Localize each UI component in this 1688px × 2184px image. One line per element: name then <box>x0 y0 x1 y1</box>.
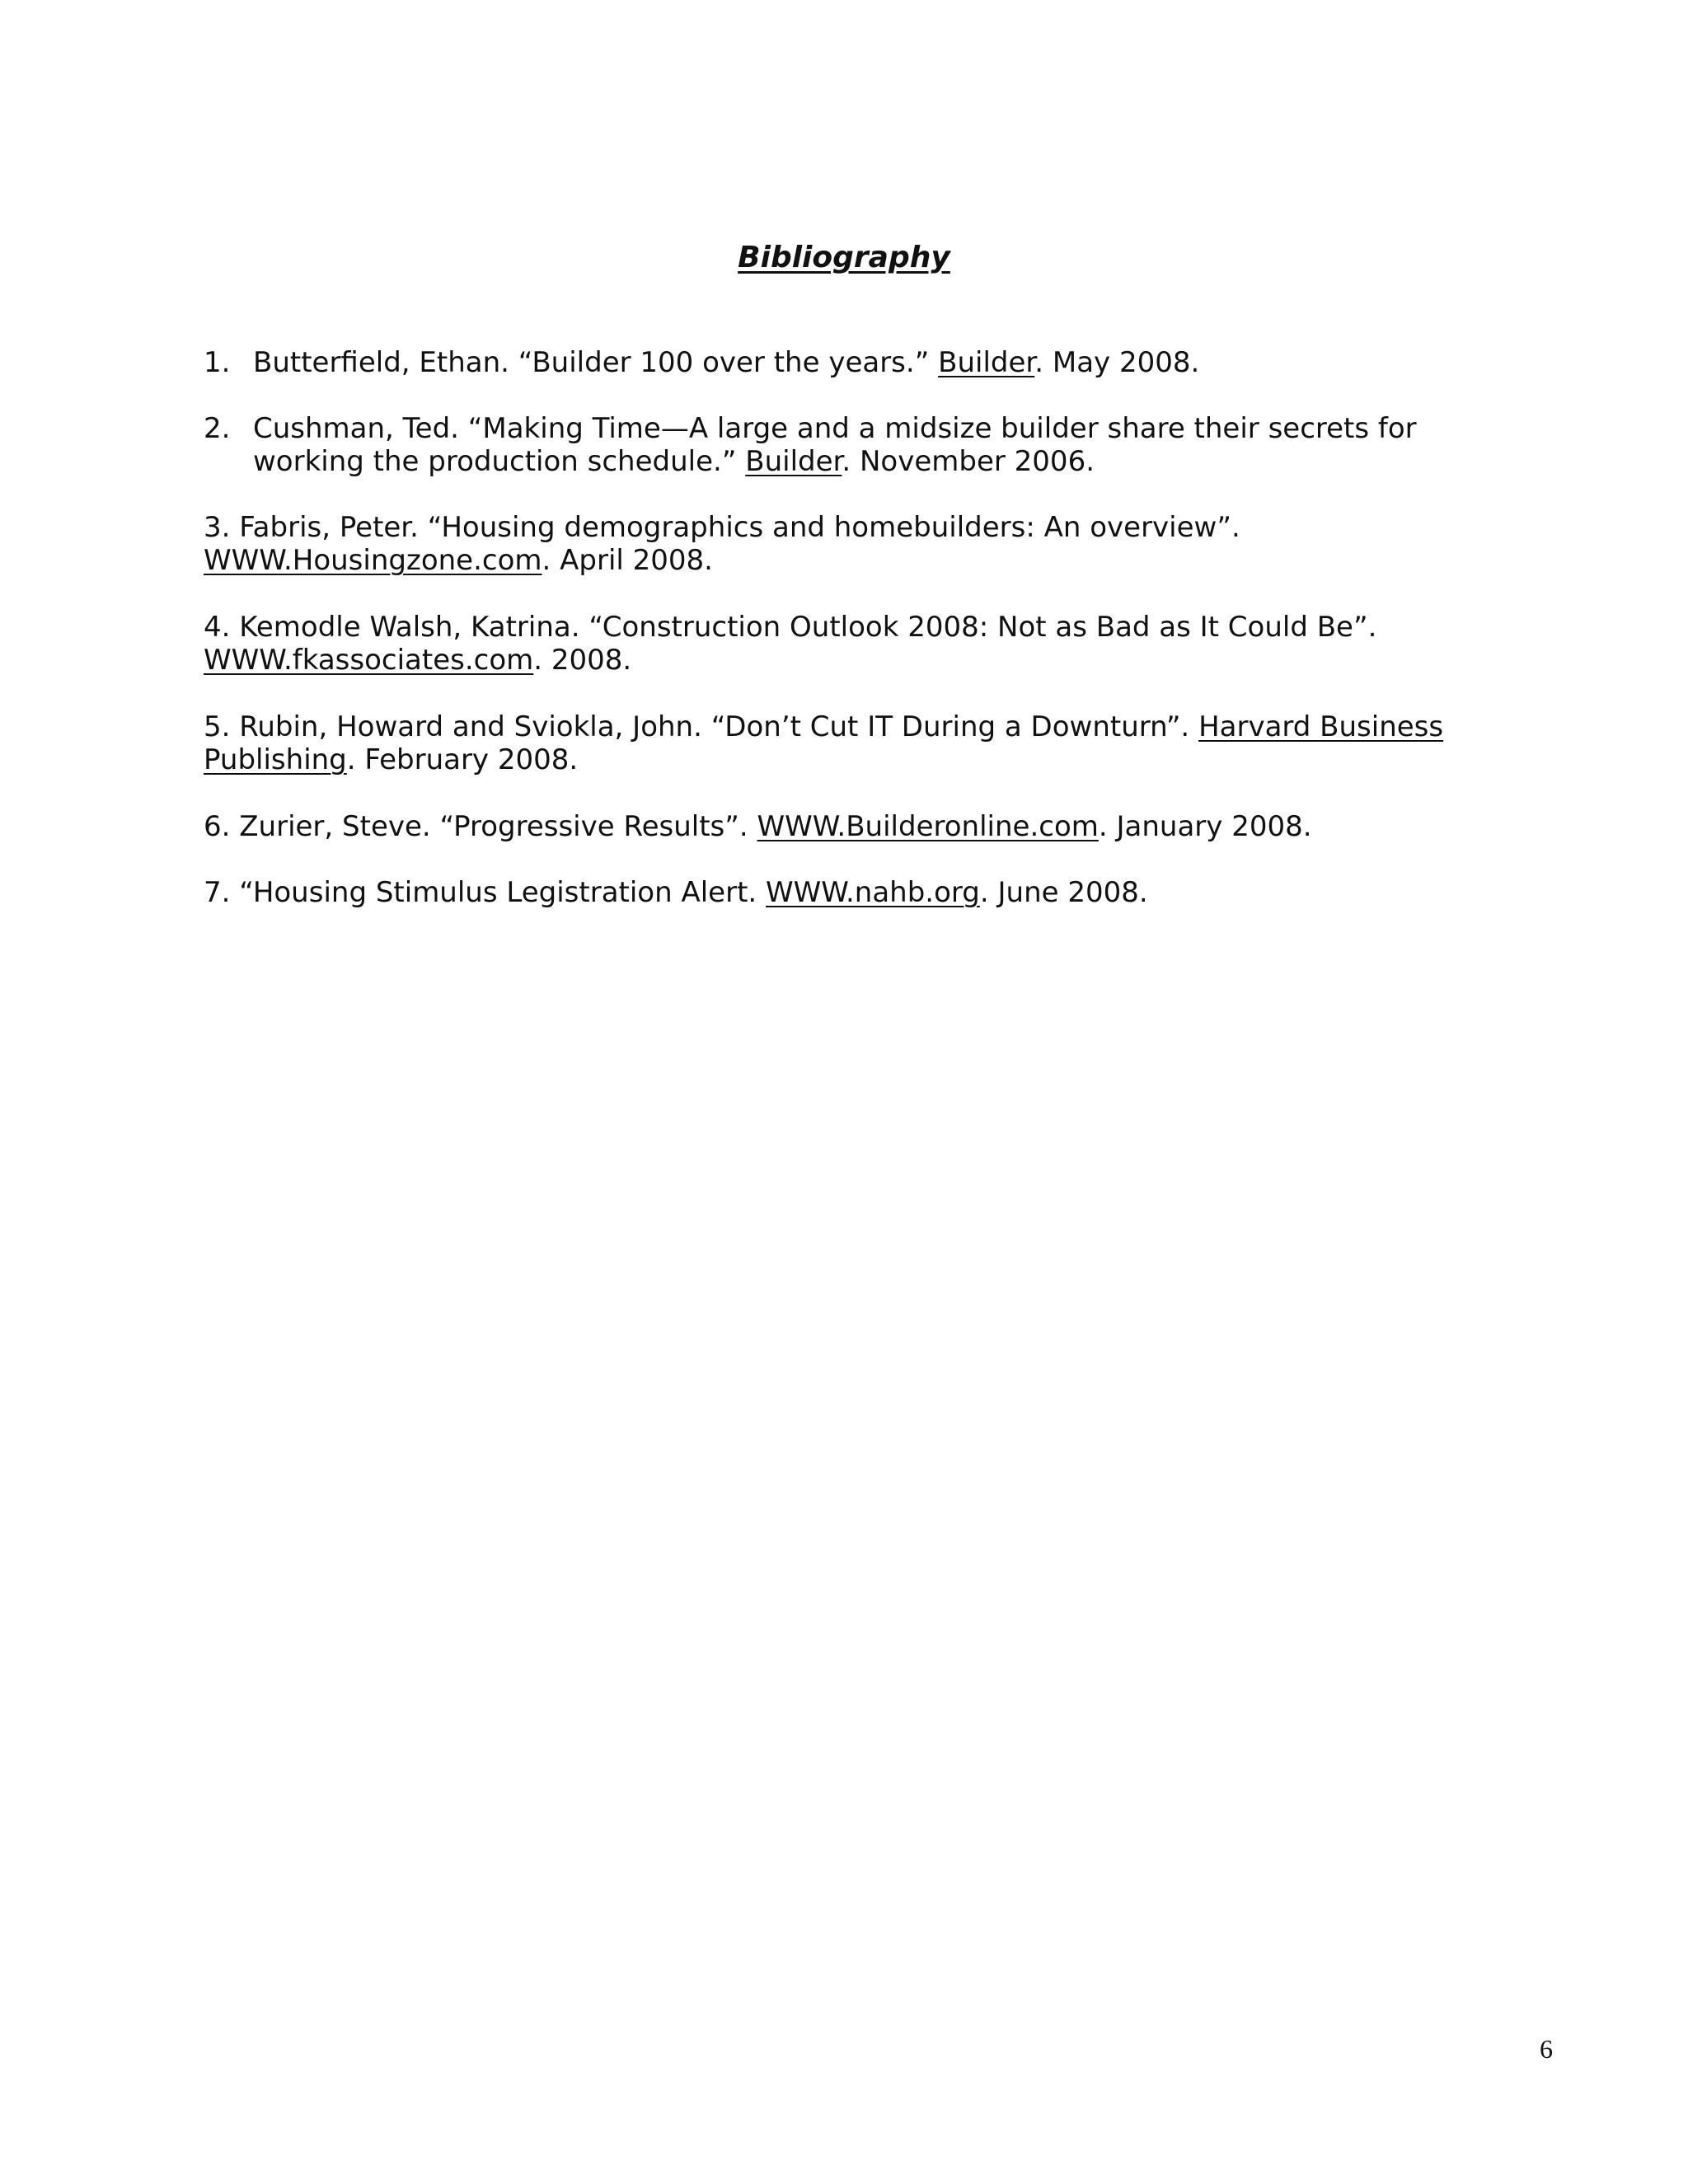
entry-text: 6. Zurier, Steve. “Progressive Results”. <box>204 810 757 843</box>
entry-text: 7. “Housing Stimulus Legistration Alert. <box>204 876 767 909</box>
entry-text: 3. Fabris, Peter. “Housing demographics and homebuilders: An overview”. <box>204 511 1240 544</box>
entry-text: 4. Kemodle Walsh, Katrina. “Construction Outlook 2008: Not as Bad as It Could Be”. <box>204 611 1377 644</box>
bibliography-entry-5 <box>204 710 1489 776</box>
entry-number: 1. <box>204 346 231 379</box>
entry-date: . 2008. <box>533 644 632 677</box>
entry-date: . April 2008. <box>542 544 713 577</box>
bibliography-entry-3 <box>204 511 1489 577</box>
source-link: Builder <box>938 346 1035 379</box>
entry-text: Butterfield, Ethan. “Builder 100 over the years.” <box>253 346 939 379</box>
bibliography-entry-1 <box>204 346 1489 379</box>
entry-text: Cushman, Ted. “Making Time—A large and a midsize builder share their secrets for <box>253 412 1417 445</box>
bibliography-entry-2 <box>204 412 1489 478</box>
page-number: 6 <box>1540 2034 1553 2064</box>
entry-text: 5. Rubin, Howard and Sviokla, John. “Don’t Cut IT During a Downturn”. <box>204 710 1199 743</box>
entry-date: . February 2008. <box>346 743 579 776</box>
entry-date: . May 2008. <box>1034 346 1200 379</box>
source-link[interactable]: WWW.Housingzone.com <box>204 544 542 577</box>
page-title: Bibliography <box>738 241 950 274</box>
entry-date: . June 2008. <box>979 876 1148 909</box>
source-link-line2: Publishing <box>204 743 347 776</box>
source-link: Builder <box>745 445 842 478</box>
bibliography-entry-7 <box>204 876 1489 909</box>
entry-text-continued: working the production schedule.” <box>253 445 746 478</box>
source-link[interactable]: WWW.nahb.org <box>766 876 980 909</box>
entry-date: . November 2006. <box>842 445 1095 478</box>
source-link[interactable]: WWW.fkassociates.com <box>204 644 534 677</box>
source-link-line1: Harvard Business <box>1198 710 1444 743</box>
bibliography-entry-6 <box>204 810 1489 843</box>
source-link[interactable]: WWW.Builderonline.com <box>757 810 1099 843</box>
entry-date: . January 2008. <box>1098 810 1312 843</box>
entry-number: 2. <box>204 412 231 445</box>
bibliography-entry-4 <box>204 611 1489 677</box>
